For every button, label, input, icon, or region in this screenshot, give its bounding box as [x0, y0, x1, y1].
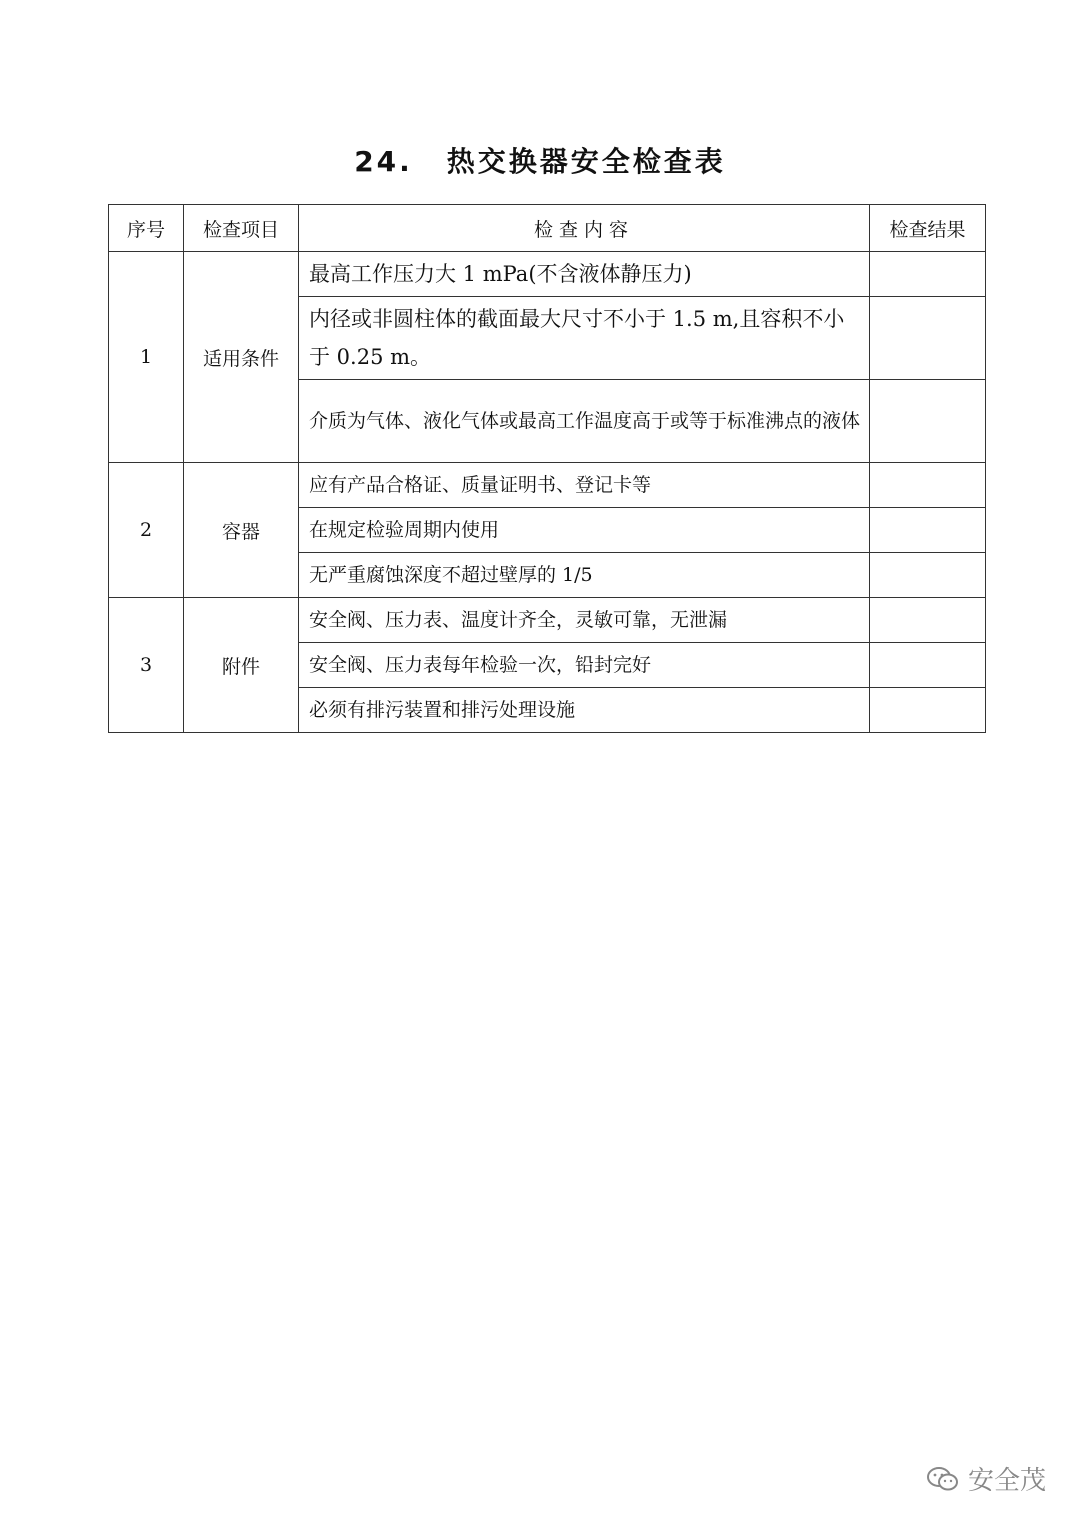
check-content: 必须有排污装置和排污处理设施	[299, 688, 870, 733]
title-text: 热交换器安全检查表	[446, 145, 726, 178]
header-item: 检查项目	[184, 205, 299, 252]
check-result-cell[interactable]	[870, 297, 986, 380]
header-seq: 序号	[109, 205, 184, 252]
check-content: 无严重腐蚀深度不超过壁厚的 1/5	[299, 553, 870, 598]
check-content: 内径或非圆柱体的截面最大尺寸不小于 1.5 m,且容积不小于 0.25 m。	[299, 297, 870, 380]
table-row	[109, 598, 986, 643]
check-content: 介质为气体、液化气体或最高工作温度高于或等于标准沸点的液体	[299, 380, 870, 463]
watermark-text: 安全茂	[967, 1466, 1046, 1496]
check-result-cell[interactable]	[870, 688, 986, 733]
check-result-cell[interactable]	[870, 643, 986, 688]
checklist-table	[108, 204, 986, 733]
group-seq: 3	[109, 598, 184, 733]
header-row	[109, 205, 986, 252]
header-result: 检查结果	[870, 205, 986, 252]
check-result-cell[interactable]	[870, 553, 986, 598]
check-result-cell[interactable]	[870, 380, 986, 463]
group-seq: 2	[109, 463, 184, 598]
check-content: 安全阀、压力表每年检验一次，铅封完好	[299, 643, 870, 688]
check-content: 安全阀、压力表、温度计齐全，灵敏可靠，无泄漏	[299, 598, 870, 643]
table-row	[109, 463, 986, 508]
check-content: 在规定检验周期内使用	[299, 508, 870, 553]
check-result-cell[interactable]	[870, 463, 986, 508]
page-title	[0, 140, 1080, 180]
check-content: 最高工作压力大 1 mPa(不含液体静压力)	[299, 252, 870, 297]
watermark	[926, 1460, 1046, 1497]
wechat-icon	[926, 1465, 960, 1493]
check-result-cell[interactable]	[870, 252, 986, 297]
group-seq: 1	[109, 252, 184, 463]
group-item: 附件	[184, 598, 299, 733]
check-result-cell[interactable]	[870, 508, 986, 553]
header-content: 检查内容	[299, 205, 870, 252]
check-content: 应有产品合格证、质量证明书、登记卡等	[299, 463, 870, 508]
check-result-cell[interactable]	[870, 598, 986, 643]
group-item: 容器	[184, 463, 299, 598]
group-item: 适用条件	[184, 252, 299, 463]
table-row	[109, 252, 986, 297]
title-number: 24.	[354, 145, 413, 178]
